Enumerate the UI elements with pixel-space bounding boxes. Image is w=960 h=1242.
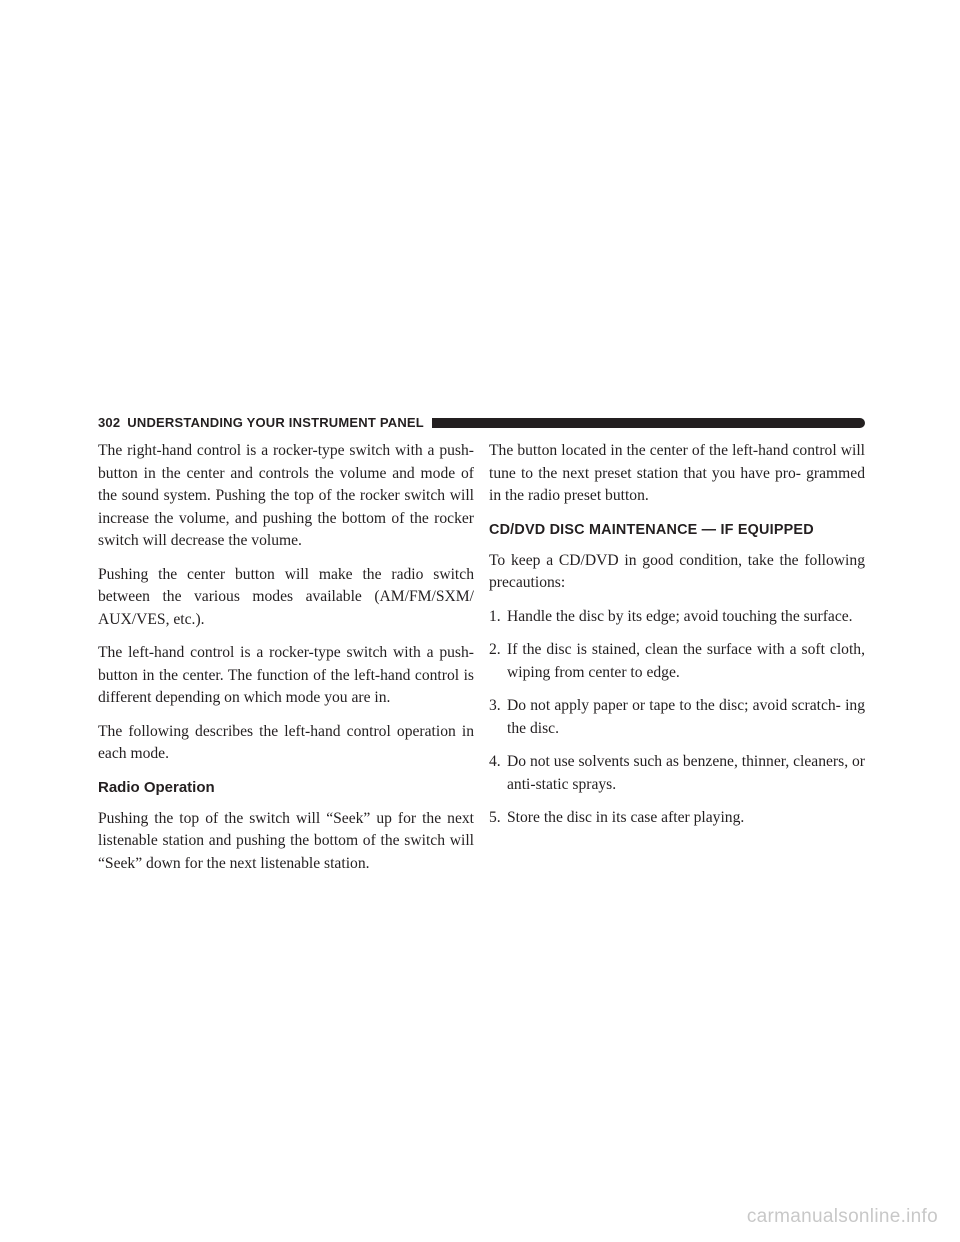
list-item-text: If the disc is stained, clean the surface with a soft cloth, wiping from center to edge. xyxy=(507,641,865,681)
list-item-number: 1. xyxy=(489,607,501,625)
list-item xyxy=(489,695,865,740)
watermark: carmanualsonline.info xyxy=(746,1206,938,1227)
list-item xyxy=(489,751,865,796)
list-item-number: 5. xyxy=(489,809,501,826)
paragraph-left-hand-control: The left-hand control is a rocker-type switch with a push-button in the center. The function of the left-hand control is different depending on which mode you are in. xyxy=(98,644,474,706)
list-item-text: Do not apply paper or tape to the disc; avoid scratch- ing the disc. xyxy=(507,697,865,737)
heading-disc-maintenance: CD/DVD DISC MAINTENANCE — IF EQUIPPED xyxy=(489,521,814,538)
paragraph-precautions-intro: To keep a CD/DVD in good condition, take the following precautions: xyxy=(489,551,865,591)
page-header xyxy=(98,416,865,430)
subheading-radio-operation: Radio Operation xyxy=(98,778,215,796)
left-column xyxy=(98,440,474,886)
precautions-list xyxy=(489,606,865,830)
list-item xyxy=(489,639,865,684)
list-item-number: 4. xyxy=(489,753,501,770)
paragraph-right-hand-control: The right-hand control is a rocker-type switch with a push-button in the center and controls the volume and mode of the sound system. Pushing the top of the rocker switch will increase the volume, and pushing the bottom of the rocker switch will decrease the volume. xyxy=(98,442,474,549)
page-number: 302 xyxy=(98,415,121,430)
paragraph-following-describes: The following describes the left-hand control operation in each mode. xyxy=(98,722,474,762)
list-item xyxy=(489,807,865,830)
header-rule xyxy=(432,418,865,428)
list-item-text: Handle the disc by its edge; avoid touching the surface. xyxy=(507,607,853,625)
list-item-number: 3. xyxy=(489,697,501,714)
list-item-text: Do not use solvents such as benzene, thinner, cleaners, or anti-static sprays. xyxy=(507,753,865,793)
paragraph-center-button: Pushing the center button will make the radio switch between the various modes available (AM/FM/SXM/ AUX/VES, etc.). xyxy=(98,565,474,628)
list-item xyxy=(489,606,865,629)
list-item-text: Store the disc in its case after playing. xyxy=(507,809,745,826)
list-item-number: 2. xyxy=(489,641,501,658)
right-column xyxy=(489,440,865,841)
paragraph-preset-button: The button located in the center of the left-hand control will tune to the next preset station that you have pro- grammed in the radio preset button. xyxy=(489,442,865,504)
paragraph-seek: Pushing the top of the switch will “Seek” up for the next listenable station and pushing the bottom of the switch will “Seek” down for the next listenable station. xyxy=(98,809,474,872)
section-title: UNDERSTANDING YOUR INSTRUMENT PANEL xyxy=(127,415,424,430)
